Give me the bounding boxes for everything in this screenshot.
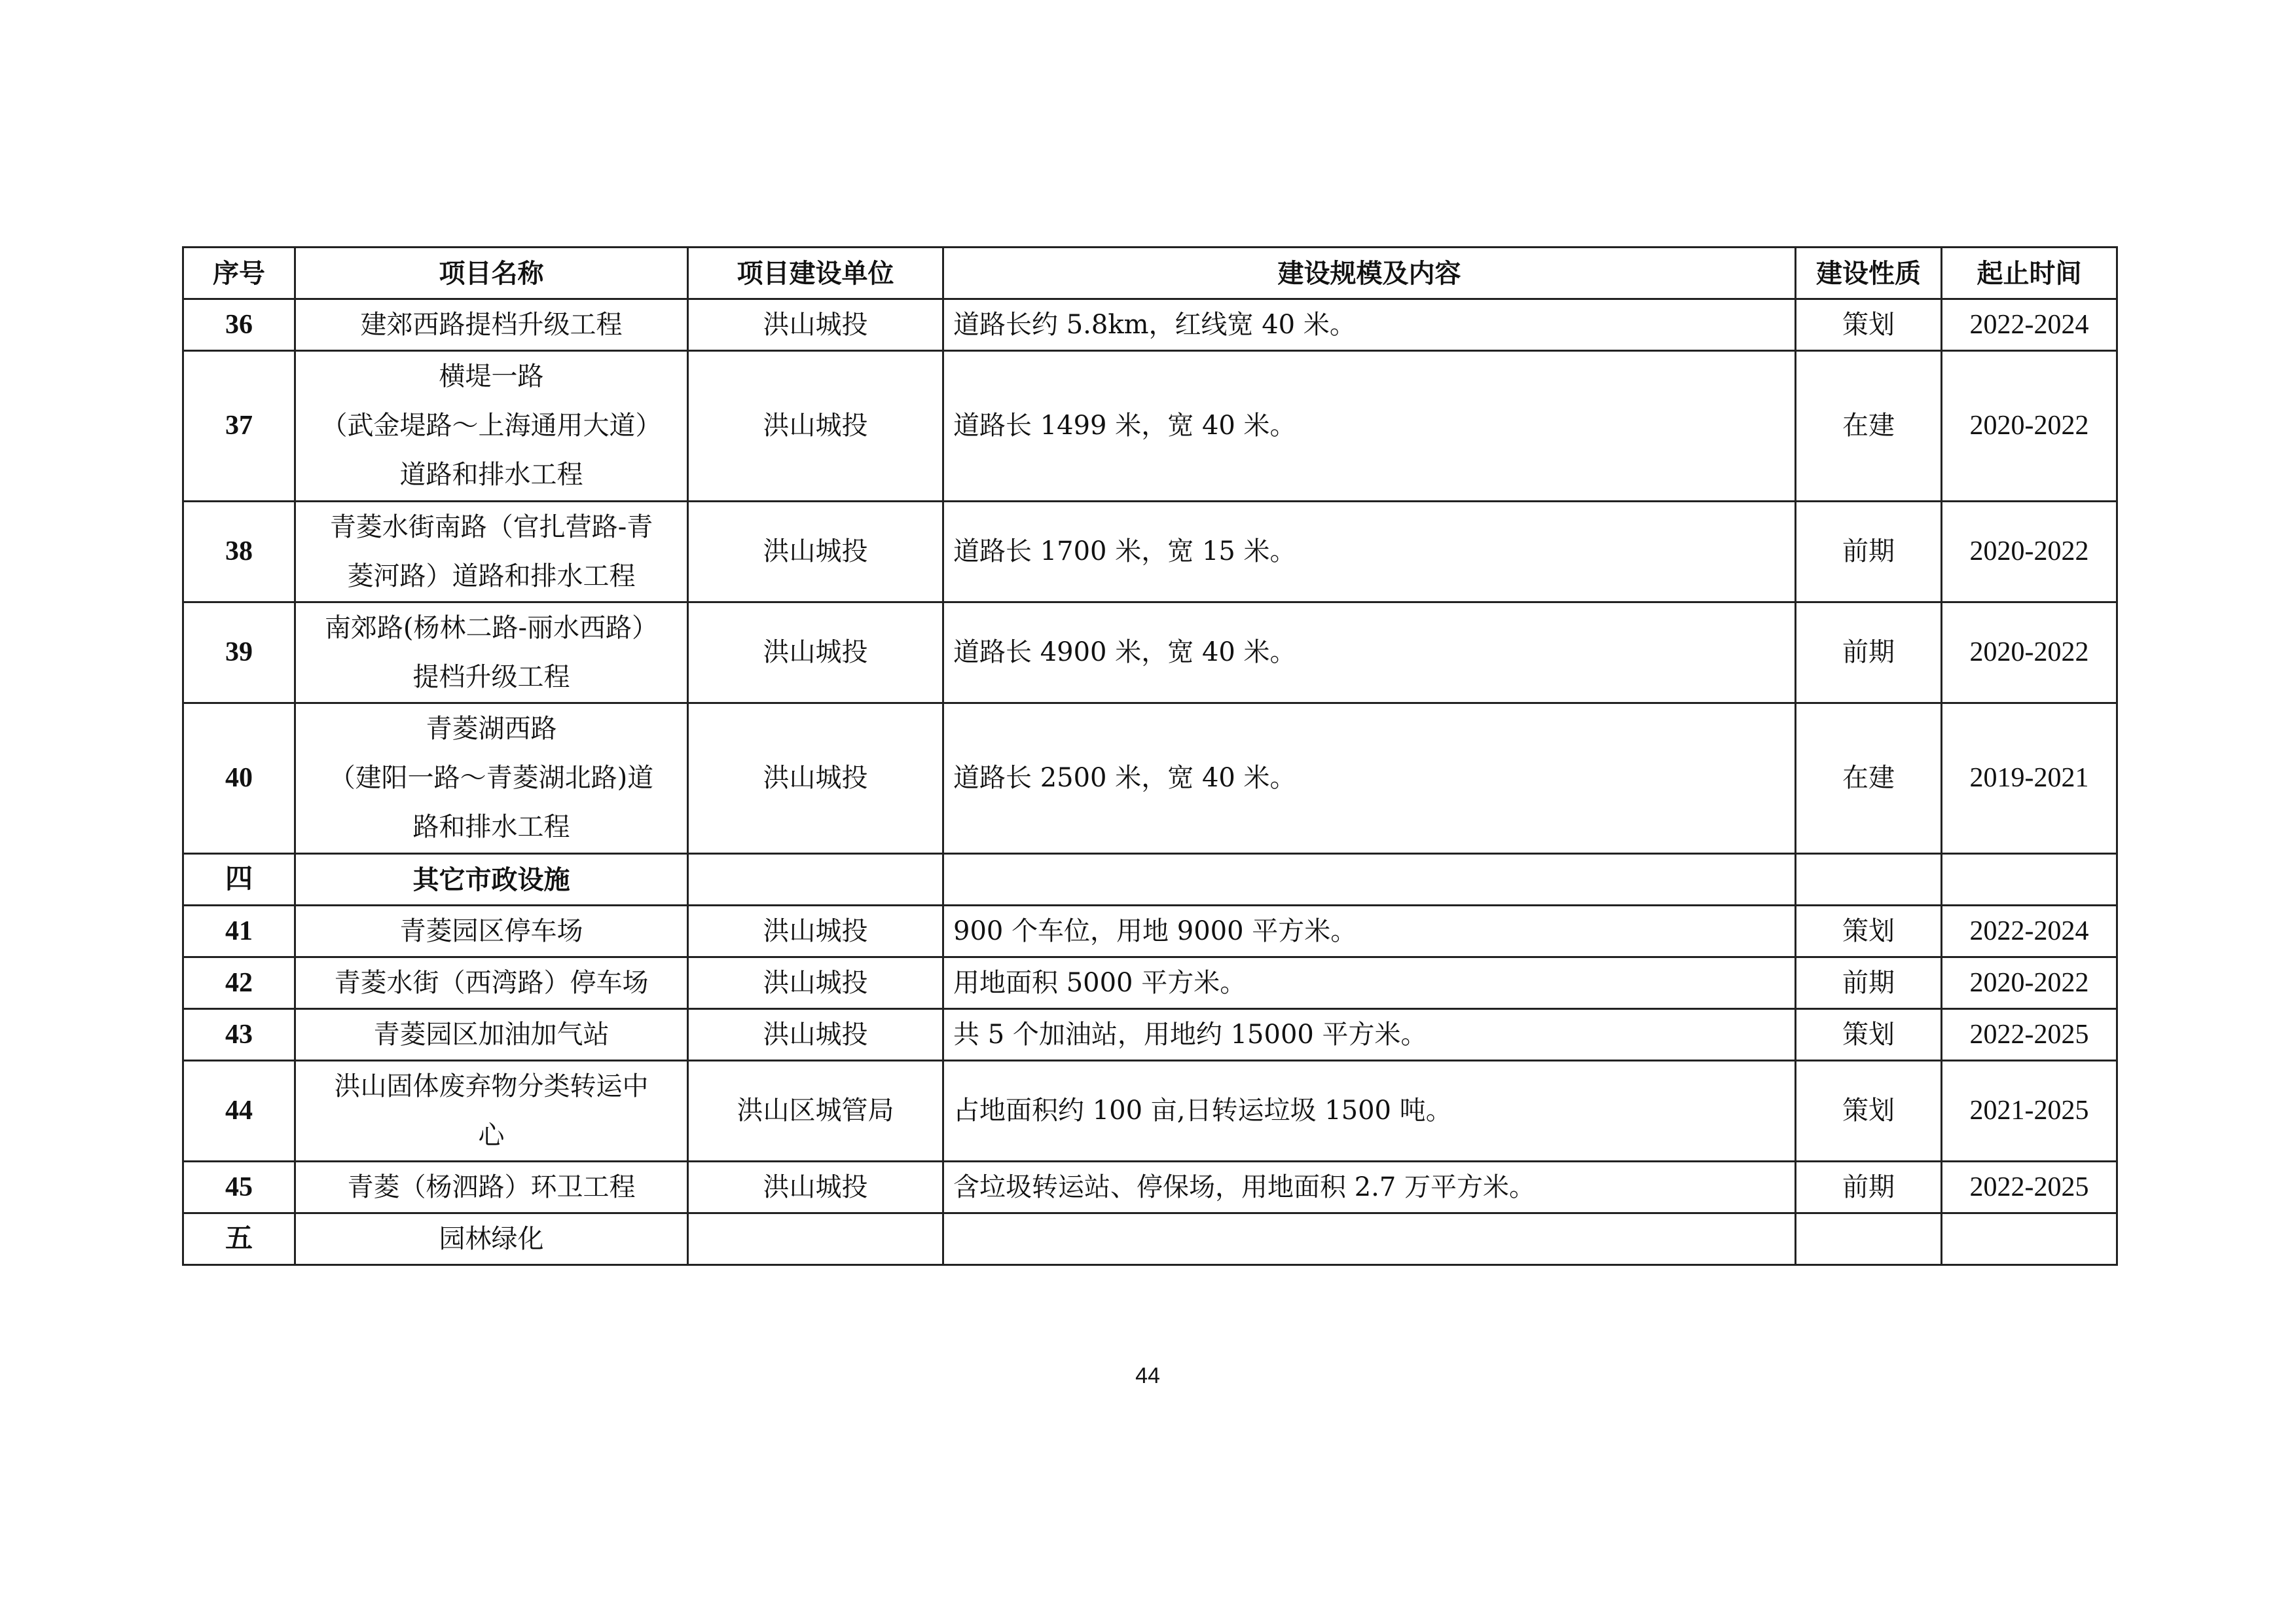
table-row [183, 602, 2117, 703]
project-name-line: 菱河路）道路和排水工程 [347, 561, 636, 591]
cell-no: 39 [183, 602, 295, 703]
table-row [183, 351, 2117, 502]
project-name-line: 横堤一路 [439, 361, 544, 392]
project-name-line: （武金堤路～上海通用大道） [321, 411, 662, 441]
project-name-line: 提档升级工程 [412, 661, 570, 692]
cell-project-name [295, 1213, 688, 1265]
cell-project-name [295, 351, 688, 502]
cell-project-name [295, 602, 688, 703]
table-row [183, 1061, 2117, 1162]
cell-unit [688, 1213, 943, 1265]
project-name-line: 路和排水工程 [412, 812, 570, 842]
cell-nature: 前期 [1796, 502, 1942, 602]
cell-content: 道路长 1700 米，宽 15 米。 [943, 502, 1796, 602]
project-name-line: 道路和排水工程 [399, 460, 583, 490]
cell-content: 道路长 2500 米，宽 40 米。 [943, 703, 1796, 854]
cell-content [943, 854, 1796, 906]
project-name-line: 青菱（杨泗路）环卫工程 [347, 1172, 636, 1202]
cell-period: 2020-2022 [1942, 602, 2117, 703]
project-name-line: 其它市政设施 [412, 864, 570, 895]
table-row [183, 957, 2117, 1009]
cell-period: 2022-2025 [1942, 1162, 2117, 1213]
table-body [183, 299, 2117, 1265]
cell-content: 共 5 个加油站，用地约 15000 平方米。 [943, 1009, 1796, 1061]
header-unit: 项目建设单位 [688, 248, 943, 299]
cell-no: 44 [183, 1061, 295, 1162]
table-row [183, 299, 2117, 351]
cell-content: 道路长约 5.8km，红线宽 40 米。 [943, 299, 1796, 351]
cell-no: 四 [183, 854, 295, 906]
cell-content: 道路长 4900 米，宽 40 米。 [943, 602, 1796, 703]
cell-nature: 策划 [1796, 1061, 1942, 1162]
cell-project-name [295, 1162, 688, 1213]
cell-unit [688, 854, 943, 906]
table-row [183, 1162, 2117, 1213]
cell-project-name [295, 906, 688, 957]
cell-content: 道路长 1499 米，宽 40 米。 [943, 351, 1796, 502]
cell-unit: 洪山区城管局 [688, 1061, 943, 1162]
project-name-line: 青菱园区停车场 [399, 915, 583, 946]
cell-period: 2022-2024 [1942, 299, 2117, 351]
cell-unit: 洪山城投 [688, 502, 943, 602]
project-name-line: 建郊西路提档升级工程 [360, 309, 623, 340]
project-name-line: 青菱水街（西湾路）停车场 [334, 967, 649, 998]
project-name-line: （建阳一路～青菱湖北路)道 [329, 763, 654, 793]
project-name-line: 心 [478, 1120, 505, 1151]
cell-project-name [295, 1009, 688, 1061]
cell-unit: 洪山城投 [688, 703, 943, 854]
project-name-line: 南郊路(杨林二路-丽水西路） [324, 612, 659, 643]
cell-period: 2020-2022 [1942, 502, 2117, 602]
cell-content [943, 1213, 1796, 1265]
cell-content: 用地面积 5000 平方米。 [943, 957, 1796, 1009]
cell-unit: 洪山城投 [688, 1162, 943, 1213]
header-content: 建设规模及内容 [943, 248, 1796, 299]
cell-project-name [295, 299, 688, 351]
cell-period: 2020-2022 [1942, 351, 2117, 502]
cell-unit: 洪山城投 [688, 602, 943, 703]
cell-period: 2020-2022 [1942, 957, 2117, 1009]
cell-no: 37 [183, 351, 295, 502]
cell-nature: 策划 [1796, 1009, 1942, 1061]
section-row [183, 1213, 2117, 1265]
cell-unit: 洪山城投 [688, 957, 943, 1009]
cell-no: 43 [183, 1009, 295, 1061]
cell-period: 2022-2025 [1942, 1009, 2117, 1061]
project-name-line: 青菱园区加油加气站 [373, 1019, 610, 1050]
cell-no: 五 [183, 1213, 295, 1265]
cell-content: 900 个车位，用地 9000 平方米。 [943, 906, 1796, 957]
cell-project-name [295, 703, 688, 854]
cell-nature: 在建 [1796, 703, 1942, 854]
project-name-line: 青菱水街南路（官扎营路-青 [329, 511, 653, 542]
cell-no: 41 [183, 906, 295, 957]
section-row [183, 854, 2117, 906]
cell-nature: 前期 [1796, 1162, 1942, 1213]
cell-no: 36 [183, 299, 295, 351]
cell-period [1942, 854, 2117, 906]
cell-nature: 策划 [1796, 299, 1942, 351]
cell-nature [1796, 854, 1942, 906]
project-name-line: 园林绿化 [439, 1223, 544, 1254]
header-period: 起止时间 [1942, 248, 2117, 299]
cell-unit: 洪山城投 [688, 1009, 943, 1061]
cell-nature [1796, 1213, 1942, 1265]
cell-nature: 前期 [1796, 602, 1942, 703]
cell-period: 2022-2024 [1942, 906, 2117, 957]
table-row [183, 906, 2117, 957]
cell-project-name [295, 957, 688, 1009]
table-row [183, 703, 2117, 854]
project-name-line: 青菱湖西路 [426, 714, 557, 744]
cell-period: 2021-2025 [1942, 1061, 2117, 1162]
cell-project-name [295, 854, 688, 906]
cell-no: 38 [183, 502, 295, 602]
cell-no: 40 [183, 703, 295, 854]
cell-content: 占地面积约 100 亩,日转运垃圾 1500 吨。 [943, 1061, 1796, 1162]
cell-nature: 策划 [1796, 906, 1942, 957]
table-row [183, 1009, 2117, 1061]
cell-unit: 洪山城投 [688, 299, 943, 351]
cell-no: 45 [183, 1162, 295, 1213]
cell-period [1942, 1213, 2117, 1265]
cell-period: 2019-2021 [1942, 703, 2117, 854]
cell-project-name [295, 502, 688, 602]
project-name-line: 洪山固体废弃物分类转运中 [334, 1071, 649, 1101]
cell-unit: 洪山城投 [688, 906, 943, 957]
table-header-row [183, 248, 2117, 299]
table-row [183, 502, 2117, 602]
cell-nature: 在建 [1796, 351, 1942, 502]
cell-no: 42 [183, 957, 295, 1009]
cell-project-name [295, 1061, 688, 1162]
header-project-name: 项目名称 [295, 248, 688, 299]
cell-unit: 洪山城投 [688, 351, 943, 502]
cell-nature: 前期 [1796, 957, 1942, 1009]
header-no: 序号 [183, 248, 295, 299]
header-nature: 建设性质 [1796, 248, 1942, 299]
project-table [182, 246, 2118, 1266]
page-number: 44 [1135, 1363, 1160, 1388]
cell-content: 含垃圾转运站、停保场，用地面积 2.7 万平方米。 [943, 1162, 1796, 1213]
